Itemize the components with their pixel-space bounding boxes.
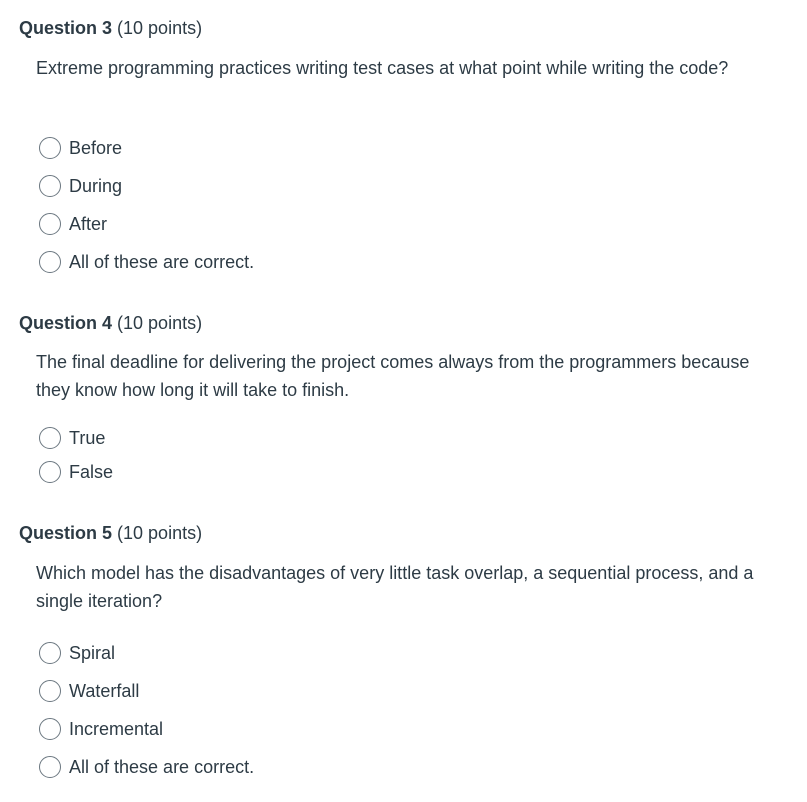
- option-label: False: [69, 462, 114, 482]
- answer-option[interactable]: [39, 211, 107, 237]
- option-label: Waterfall: [69, 681, 140, 701]
- question-title: Question 3: [19, 18, 113, 38]
- option-label: After: [69, 214, 108, 234]
- radio-button[interactable]: [39, 175, 61, 197]
- question-header: [19, 522, 202, 544]
- question-points: (10 points): [117, 523, 203, 543]
- answer-option[interactable]: [39, 716, 163, 742]
- radio-button[interactable]: [39, 680, 61, 702]
- option-label: All of these are correct.: [69, 252, 255, 272]
- radio-button[interactable]: [39, 718, 61, 740]
- option-label: True: [69, 428, 106, 448]
- option-label: All of these are correct.: [69, 757, 255, 777]
- question-points: (10 points): [117, 18, 203, 38]
- question-text: The final deadline for delivering the project comes always from the programmers because they know how long it will take to finish.: [36, 352, 750, 400]
- answer-option[interactable]: [39, 678, 139, 704]
- radio-button[interactable]: [39, 756, 61, 778]
- question-text: Which model has the disadvantages of very little task overlap, a sequential process, and a single iteration?: [36, 563, 754, 611]
- option-label: During: [69, 176, 123, 196]
- radio-button[interactable]: [39, 213, 61, 235]
- question-title: Question 5: [19, 523, 113, 543]
- radio-button[interactable]: [39, 642, 61, 664]
- radio-button[interactable]: [39, 137, 61, 159]
- radio-button[interactable]: [39, 251, 61, 273]
- question-points: (10 points): [117, 313, 203, 333]
- question-text: Extreme programming practices writing test cases at what point while writing the code?: [36, 58, 729, 78]
- question-title: Question 4: [19, 313, 113, 333]
- answer-option[interactable]: [39, 425, 105, 451]
- option-label: Before: [69, 138, 123, 158]
- answer-option[interactable]: [39, 249, 254, 275]
- question-header: [19, 312, 202, 334]
- radio-button[interactable]: [39, 461, 61, 483]
- answer-option[interactable]: [39, 754, 254, 780]
- answer-option[interactable]: [39, 640, 115, 666]
- option-label: Spiral: [69, 643, 116, 663]
- answer-option[interactable]: [39, 135, 122, 161]
- answer-option[interactable]: [39, 173, 122, 199]
- question-header: [19, 17, 202, 39]
- radio-button[interactable]: [39, 427, 61, 449]
- option-label: Incremental: [69, 719, 164, 739]
- answer-option[interactable]: [39, 459, 113, 485]
